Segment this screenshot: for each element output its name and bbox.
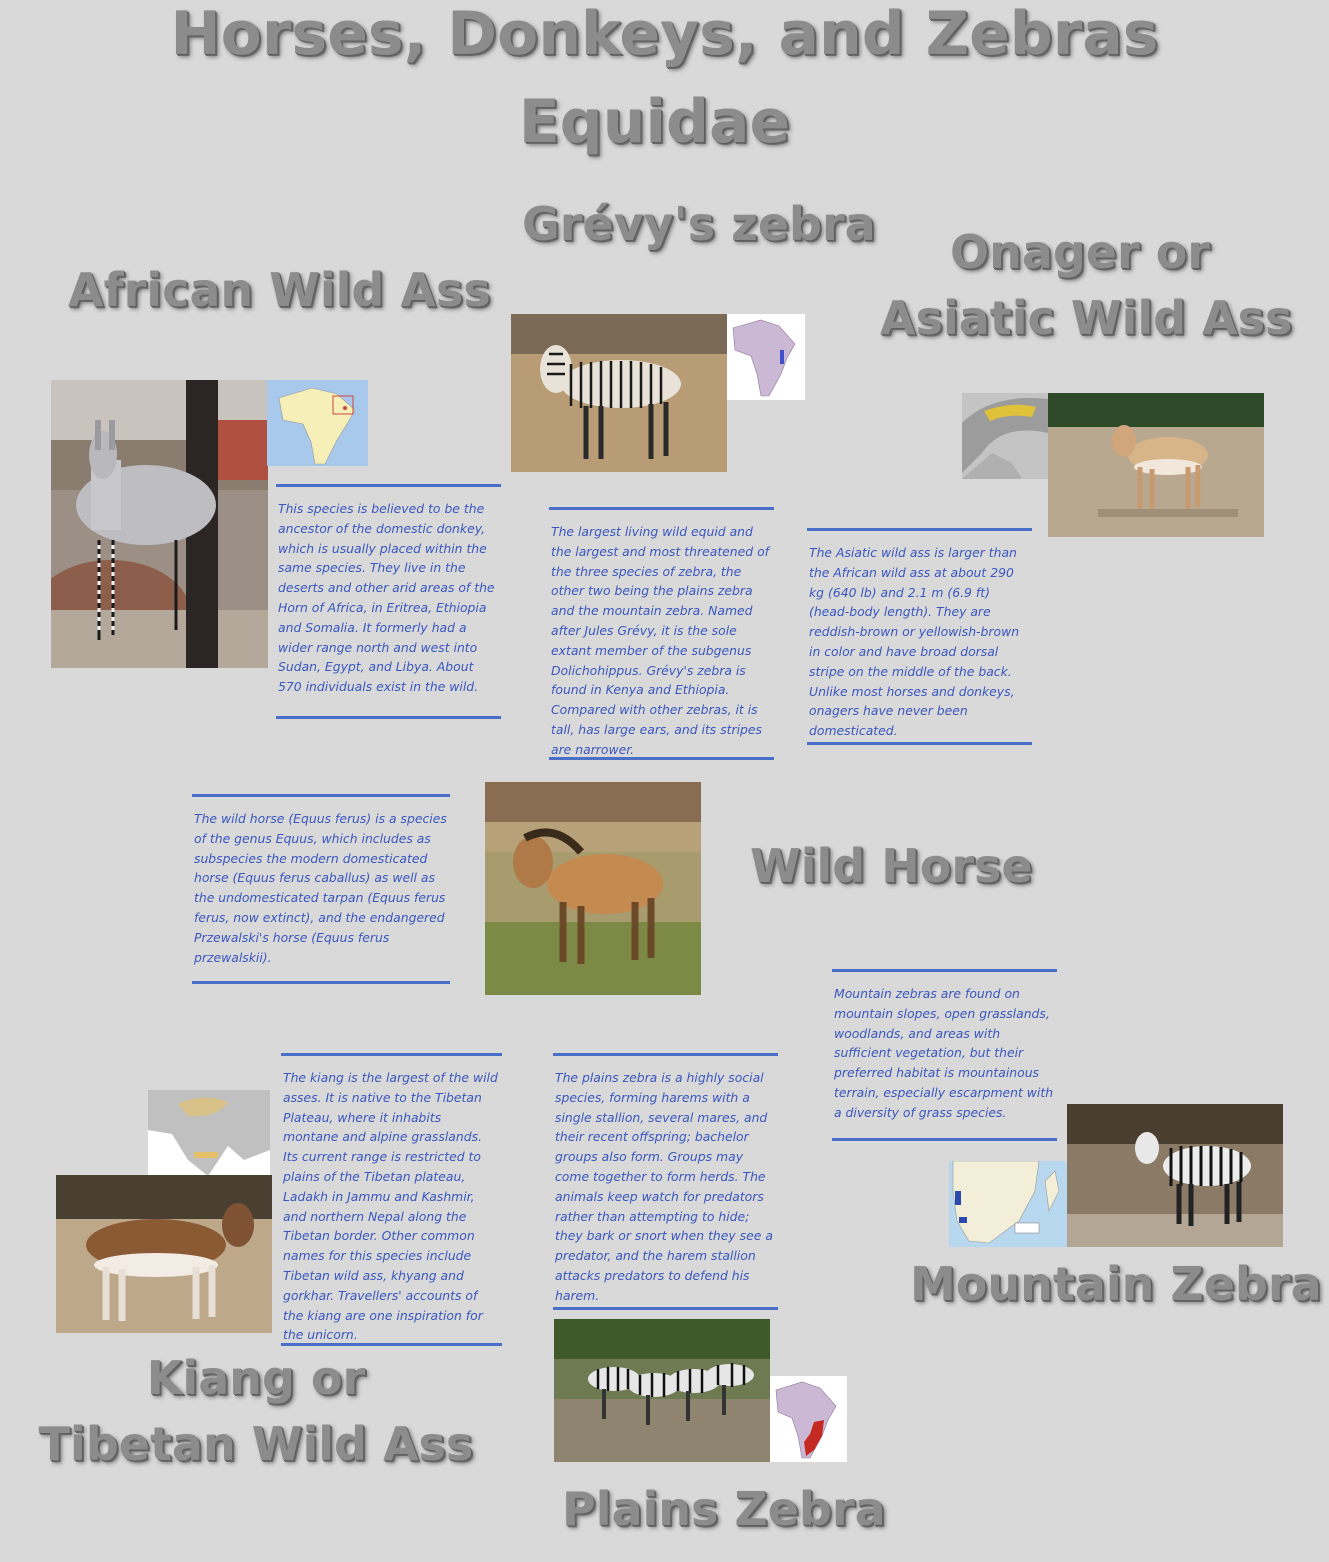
mountain-zebra-title: Mountain Zebra [910,1257,1322,1311]
african-wild-ass-description: This species is believed to be the ancestor of the domestic donkey, which is usually placed within the same species. They live in the deserts and other arid areas of the Horn of Africa, in Eritrea, Ethiopia and Somalia. It formerly had a wider range north and west into Sudan, Egypt, and Libya. About 570 individuals exist in the wild. [276,484,501,719]
kiang-range-map [148,1090,270,1176]
mountain-zebra-range-map [949,1161,1067,1247]
onager-range-map [962,393,1048,479]
kiang-title-line2: Tibetan Wild Ass [38,1417,474,1471]
wild-horse-title: Wild Horse [750,839,1033,893]
kiang-description: The kiang is the largest of the wild asses. It is native to the Tibetan Plateau, where it inhabits montane and alpine grasslands. Its current range is restricted to plains of the Tibetan plateau, Ladakh in Jammu and Kashmir, and northern Nepal along the Tibetan border. Other common names for this species include Tibetan wild ass, khyang and gorkhar. Travellers' accounts of the kiang are one inspiration for the unicorn. [281,1053,502,1346]
onager-title-line1: Onager or [949,225,1210,279]
page-title: Horses, Donkeys, and Zebras [170,0,1159,69]
grevys-zebra-range-map [727,314,805,400]
african-wild-ass-range-map [267,380,368,466]
kiang-title-line1: Kiang or [146,1351,366,1405]
kiang-photo [56,1175,272,1333]
onager-description: The Asiatic wild ass is larger than the African wild ass at about 290 kg (640 lb) and 2.1 m (6.9 ft) (head-body length). They are reddish-brown or yellowish-brown in color and have broad dorsal stripe on the middle of the back. Unlike most horses and donkeys, onagers have never been domesticated. [807,528,1032,745]
mountain-zebra-description: Mountain zebras are found on mountain slopes, open grasslands, woodlands, and areas with sufficient vegetation, but their preferred habitat is mountainous terrain, especially escarpment with a diversity of grass species. [832,969,1057,1141]
wild-horse-photo [485,782,701,995]
plains-zebra-description: The plains zebra is a highly social species, forming harems with a single stallion, several mares, and their recent offspring; bachelor groups also form. Groups may come together to form herds. The animals keep watch for predators rather than attempting to hide; they bark or snort when they see a predator, and the harem stallion attacks predators to defend his harem. [553,1053,778,1310]
onager-title-line2: Asiatic Wild Ass [880,291,1293,345]
african-wild-ass-photo [51,380,268,668]
plains-zebra-range-map [770,1376,847,1462]
african-wild-ass-title: African Wild Ass [68,263,491,317]
grevys-zebra-title: Grévy's zebra [522,197,876,251]
grevys-zebra-photo [511,314,727,472]
plains-zebra-title: Plains Zebra [562,1482,886,1536]
page-subtitle: Equidae [518,87,791,157]
grevys-zebra-description: The largest living wild equid and the largest and most threatened of the three species of zebra, the other two being the plains zebra and the mountain zebra. Named after Jules Grévy, it is the sole extant member of the subgenus Dolichohippus. Grévy's zebra is found in Kenya and Ethiopia. Compared with other zebras, it is tall, has large ears, and its stripes are narrower. [549,507,774,760]
mountain-zebra-photo [1067,1104,1283,1247]
onager-photo [1048,393,1264,537]
plains-zebra-photo [554,1319,770,1462]
wild-horse-description: The wild horse (Equus ferus) is a species of the genus Equus, which includes as subspecies the modern domesticated horse (Equus ferus caballus) as well as the undomesticated tarpan (Equus ferus ferus, now extinct), and the endangered Przewalski's horse (Equus ferus przewalskii). [192,794,450,984]
